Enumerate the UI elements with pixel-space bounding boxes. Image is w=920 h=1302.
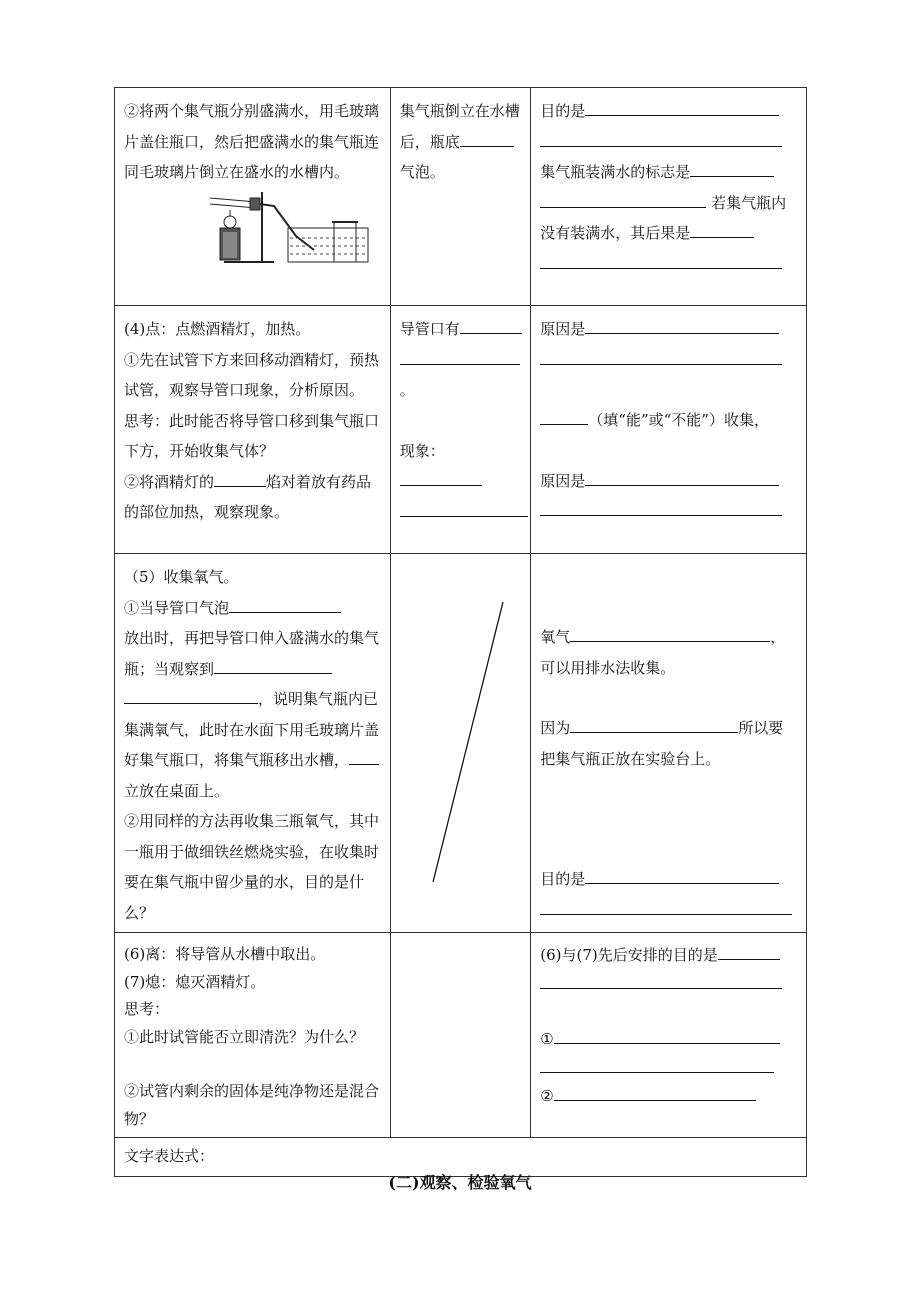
table-row <box>115 88 807 306</box>
answer-blank[interactable] <box>460 315 522 334</box>
step-iron-wire: ②用同样的方法再收集三瓶氧气，其中一瓶用于做细铁丝燃烧实验，在收集时要在集气瓶中留少量的水，目的是什么？ <box>124 812 380 922</box>
step-flame: ②将酒精灯的 焰对着放有药品的部位加热，观察现象。 <box>124 467 382 528</box>
cell-explanation <box>531 88 807 306</box>
cell-explanation: 氧气 ， 可以用排水法收集。 因为 所以要把集气瓶正放在实验台上。 目的是 <box>531 554 807 933</box>
answer-blank[interactable] <box>400 498 528 517</box>
can-collect-label: （填“能”或“不能”）收集， <box>588 411 769 429</box>
answer-blank[interactable] <box>540 346 782 365</box>
table-row <box>115 306 807 554</box>
purpose-label: 目的是 <box>540 870 586 888</box>
answer-blank[interactable] <box>540 189 706 208</box>
answer-blank[interactable] <box>400 346 520 365</box>
answer-blank[interactable] <box>229 594 341 613</box>
answer-blank[interactable] <box>585 97 779 116</box>
cell-explanation <box>531 306 807 554</box>
tube-mouth-label: 导管口有 <box>399 320 460 338</box>
think-label: 思考： <box>124 1000 170 1018</box>
diagonal-strike <box>391 554 539 927</box>
cell-procedure <box>115 88 391 306</box>
answer-blank[interactable] <box>540 406 588 425</box>
answer-blank[interactable] <box>585 865 779 884</box>
answer-blank[interactable] <box>585 315 779 334</box>
answer-blank[interactable] <box>570 623 770 642</box>
purpose-label: 目的是 <box>540 102 586 120</box>
cell-phenomenon-empty <box>390 933 531 1138</box>
question-wash: ①此时试管能否立即清洗？为什么？ <box>124 1027 365 1046</box>
reason-label: 原因是 <box>540 471 586 490</box>
step-preheat: ①先在试管下方来回移动酒精灯，预热试管，观察导管口现象，分析原因。 <box>124 350 380 399</box>
experiment-table <box>114 87 807 1177</box>
cell-explanation <box>531 933 807 1138</box>
answer-blank[interactable] <box>540 1054 774 1073</box>
answer-blank[interactable] <box>585 467 779 486</box>
answer-blank[interactable] <box>124 685 258 704</box>
answer-blank[interactable] <box>540 970 782 989</box>
step-extinguish: (7)熄：熄灭酒精灯。 <box>124 972 266 991</box>
answer-blank[interactable] <box>540 497 782 516</box>
answer-blank[interactable] <box>214 468 266 487</box>
answer-marker-2: ② <box>540 1087 554 1105</box>
reason-label: 原因是 <box>540 320 586 338</box>
full-water-sign-label: 集气瓶装满水的标志是 <box>540 163 691 181</box>
answer-blank[interactable] <box>554 1025 780 1044</box>
question-purity: ②试管内剩余的固体是纯净物还是混合物？ <box>124 1082 380 1128</box>
answer-blank[interactable] <box>460 128 514 147</box>
because-label: 因为 <box>540 719 571 737</box>
phenomenon-text: 集气瓶倒立在水槽后，瓶底 <box>399 102 520 151</box>
apparatus-illustration <box>204 184 404 274</box>
order-purpose-label: (6)与(7)先后安排的目的是 <box>540 946 718 964</box>
answer-blank[interactable] <box>400 467 482 486</box>
answer-blank[interactable] <box>690 219 754 238</box>
procedure-text: ②将两个集气瓶分别盛满水，用毛玻璃片盖住瓶口，然后把盛满水的集气瓶连同毛玻璃片倒立在盛水的水槽内。 <box>124 102 380 181</box>
step-collect-title: （5）收集氧气。 <box>124 568 239 586</box>
cell-procedure <box>115 933 391 1138</box>
answer-blank[interactable] <box>540 896 792 915</box>
cell-procedure <box>115 306 391 554</box>
water-collection-text: 可以用排水法收集。 <box>540 658 676 677</box>
cell-phenomenon <box>390 306 531 554</box>
table-row <box>115 933 807 1138</box>
phenomenon-text-end: 气泡。 <box>399 163 445 181</box>
answer-marker-1: ① <box>540 1030 554 1048</box>
answer-blank[interactable] <box>540 128 782 147</box>
answer-blank[interactable] <box>349 746 379 765</box>
answer-blank[interactable] <box>214 655 332 674</box>
oxygen-label: 氧气 <box>540 628 571 646</box>
step-question: 思考：此时能否将导管口移到集气瓶口下方，开始收集气体？ <box>124 411 380 460</box>
phenomenon-label: 现象： <box>399 441 445 460</box>
cell-phenomenon <box>390 88 531 306</box>
table-row <box>115 554 807 933</box>
step-heating-title: (4)点：点燃酒精灯，加热。 <box>124 320 311 338</box>
word-equation-label: 文字表达式： <box>124 1147 215 1165</box>
answer-blank[interactable] <box>554 1082 756 1101</box>
section-heading: (二)观察、检验氧气 <box>388 1173 532 1192</box>
answer-blank[interactable] <box>690 158 774 177</box>
step-collect-text: ①当导管口气泡 放出时，再把导管口伸入盛满水的集气瓶；当观察到 ，说明集气瓶内已集满氧气，此时在水面下用毛玻璃片盖好集气瓶口，将集气瓶移出水槽，立放在桌面上。 <box>124 593 382 807</box>
consequence-label: 若集气瓶内没有装满水，其后果是 <box>540 193 787 242</box>
step-remove: (6)离：将导管从水槽中取出。 <box>124 945 326 963</box>
cell-procedure <box>115 554 391 933</box>
answer-blank[interactable] <box>570 714 738 733</box>
cell-phenomenon-crossed <box>390 554 531 933</box>
answer-blank[interactable] <box>540 250 782 269</box>
answer-blank[interactable] <box>718 941 780 960</box>
period-mark: 。 <box>399 381 415 399</box>
